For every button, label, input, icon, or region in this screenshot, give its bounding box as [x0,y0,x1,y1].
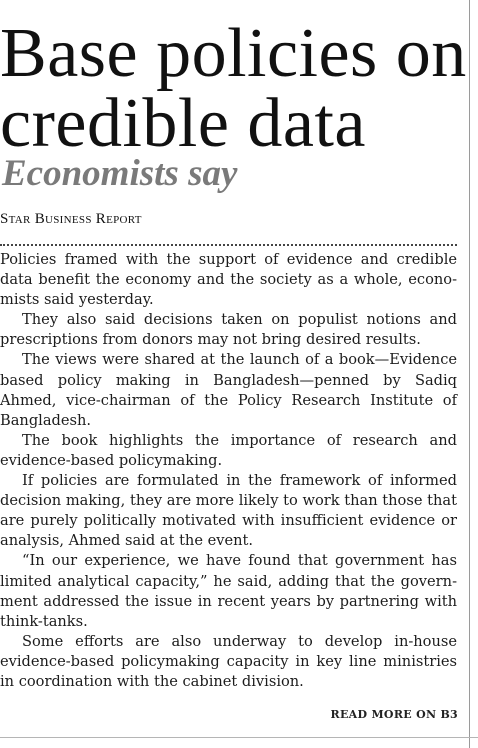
dotted-divider [0,244,457,246]
paragraph: Some efforts are also underway to develop in-house evidence-based policymaking capacity in key line ministries in coordination with the cabinet division. [0,632,457,690]
paragraph: If policies are formulated in the framework of informed decision making, they are more likely to work than those that are purely politically motivated with insufficient evidence or analysis, Ahmed said at the event. [0,472,457,550]
bottom-divider [0,737,478,738]
paragraph: “In our experience, we have found that government has limited analytical capacity,” he said, adding that the government addressed the issue in recent years by partnering with think-tanks. [0,552,457,630]
paragraph: They also said decisions taken on populist notions and prescriptions from donors may not bring desired results. [0,311,457,349]
paragraph: The book highlights the importance of research and evidence-based policymaking. [0,431,457,469]
column-divider [469,0,470,748]
headline-line-2: credible data [0,85,367,162]
byline: Star Business Report [0,211,142,227]
headline-line-1: Base policies on [0,15,467,92]
paragraph: Policies framed with the support of evidence and credible data benefit the economy and the society as a whole, economists said yesterday. [0,251,457,309]
read-more-link[interactable]: READ MORE ON B3 [330,708,458,721]
article-body [0,250,457,692]
headline [0,15,467,162]
paragraph: The views were shared at the launch of a book—Evidence based policy making in Bangladesh—penned by Sadiq Ahmed, vice-chairman of the Policy Research Institute of Bangladesh. [0,351,457,429]
kicker: Economists say [2,153,238,194]
